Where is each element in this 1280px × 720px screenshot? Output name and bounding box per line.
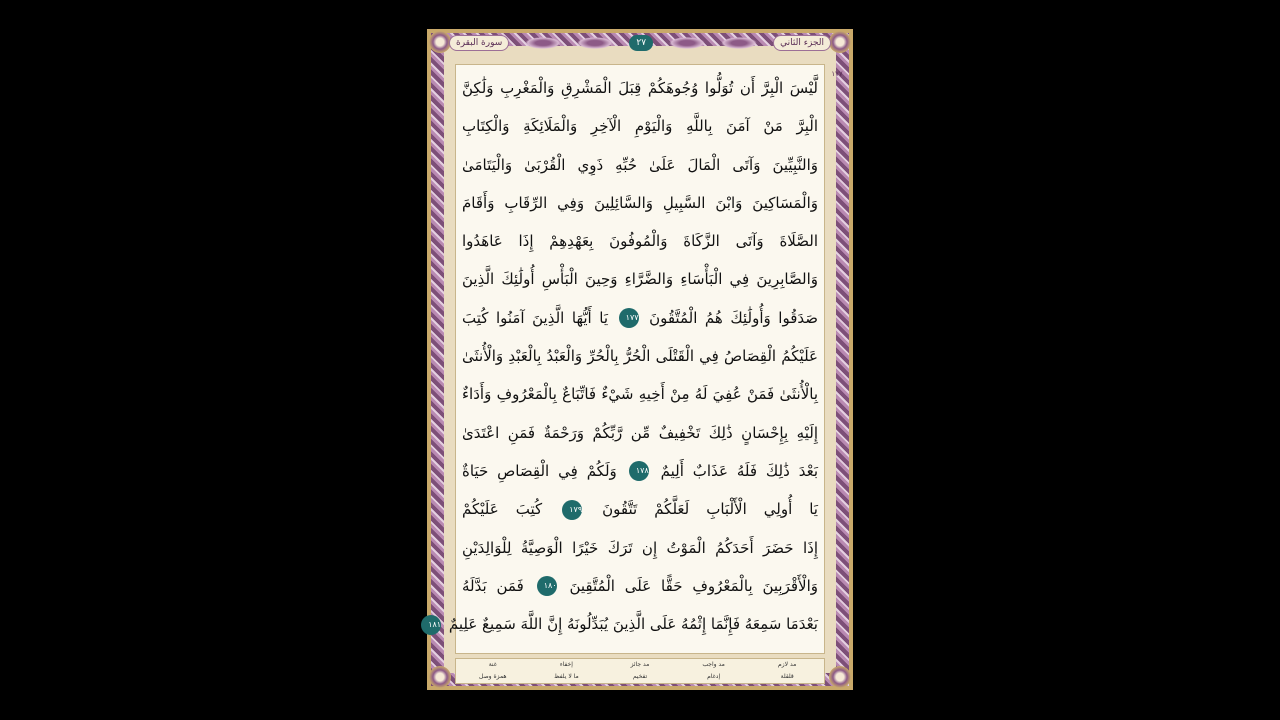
legend-item: غنة — [488, 661, 497, 668]
verse-text: الْبِرَّ مَنْ آمَنَ بِاللَّهِ وَالْيَوْمِ الْآخِرِ وَالْمَلَائِكَةِ وَالْكِتَابِ — [462, 117, 818, 136]
page-header — [449, 33, 831, 53]
verse-text: وَلَكُمْ فِي الْقِصَاصِ حَيَاةٌ — [462, 461, 626, 480]
text-line — [462, 107, 818, 145]
legend-item: همزة وصل — [479, 673, 507, 680]
verse-text: الصَّلَاةَ وَآتَى الزَّكَاةَ وَالْمُوفُونَ بِعَهْدِهِمْ إِذَا عَاهَدُوا — [462, 232, 818, 251]
text-line — [462, 529, 818, 567]
corner-ornament-icon — [429, 666, 451, 688]
text-line — [462, 260, 818, 298]
verse-text: بِالْأُنثَىٰ فَمَنْ عُفِيَ لَهُ مِنْ أَخِيهِ شَيْءٌ فَاتِّبَاعٌ بِالْمَعْرُوفِ وَأَدَاءٌ — [462, 385, 818, 404]
ayah-number-marker: ١٧٧ — [619, 308, 639, 328]
ornament-icon — [525, 37, 561, 49]
side-marker: ١٧٧ — [831, 70, 843, 78]
legend-item: إدغام — [707, 673, 721, 680]
ornament-icon — [721, 37, 757, 49]
legend-item: مد لازم — [778, 661, 797, 668]
verse-text: بَعْدَمَا سَمِعَهُ فَإِنَّمَا إِثْمُهُ عَلَى الَّذِينَ يُبَدِّلُونَهُ إِنَّ اللَّهَ سَمِيعٌ عَلِيمٌ — [444, 615, 818, 634]
verse-text: لَّيْسَ الْبِرَّ أَن تُوَلُّوا وُجُوهَكُمْ قِبَلَ الْمَشْرِقِ وَالْمَغْرِبِ وَلَٰكِنَّ — [462, 79, 818, 97]
corner-ornament-icon — [429, 31, 451, 53]
verse-text: وَالْمَسَاكِينَ وَابْنَ السَّبِيلِ وَالسَّائِلِينَ وَفِي الرِّقَابِ وَأَقَامَ — [462, 193, 818, 212]
legend-item: تفخيم — [632, 673, 648, 680]
text-line — [462, 490, 818, 528]
corner-ornament-icon — [829, 31, 851, 53]
text-line — [462, 375, 818, 413]
quran-text-area — [428, 64, 843, 654]
verse-text: عَلَيْكُمُ الْقِصَاصُ فِي الْقَتْلَى الْحُرُّ بِالْحُرِّ وَالْعَبْدُ بِالْعَبْدِ وَالْأُنثَىٰ — [462, 347, 818, 366]
tajweed-legend — [455, 658, 825, 684]
text-line — [462, 299, 818, 337]
text-line — [462, 337, 818, 375]
legend-item: قلقلة — [780, 673, 794, 680]
text-line — [462, 567, 818, 605]
text-line — [462, 184, 818, 222]
verse-text: يَا أَيُّهَا الَّذِينَ آمَنُوا كُتِبَ — [462, 308, 616, 327]
ayah-number-marker: ١٧٩ — [562, 500, 582, 520]
verse-text: كُتِبَ عَلَيْكُمْ — [462, 500, 560, 519]
verse-text: وَالْأَقْرَبِينَ بِالْمَعْرُوفِ حَقًّا عَلَى الْمُتَّقِينَ — [559, 576, 818, 595]
juz-label: الجزء الثاني — [773, 35, 831, 51]
verse-text: إِذَا حَضَرَ أَحَدَكُمُ الْمَوْتُ إِن تَرَكَ خَيْرًا الْوَصِيَّةُ لِلْوَالِدَيْنِ — [462, 538, 818, 557]
text-line — [462, 146, 818, 184]
ayah-number-marker: ١٧٨ — [629, 461, 649, 481]
legend-item: ما لا يلفظ — [554, 673, 579, 680]
legend-item: إخفاء — [559, 661, 573, 668]
ornament-icon — [669, 37, 705, 49]
text-line — [462, 414, 818, 452]
ornament-icon — [577, 37, 613, 49]
surah-label: سورة البقرة — [449, 35, 509, 51]
legend-item: مد واجب — [702, 661, 725, 668]
ayah-number-marker: ١٨٠ — [537, 576, 557, 596]
verse-text: يَا أُولِي الْأَلْبَابِ لَعَلَّكُمْ تَتَّقُونَ — [585, 500, 818, 519]
verse-text: بَعْدَ ذَٰلِكَ فَلَهُ عَذَابٌ أَلِيمٌ — [651, 461, 819, 480]
verse-text: فَمَن بَدَّلَهُ — [462, 576, 534, 595]
verse-text: إِلَيْهِ بِإِحْسَانٍ ذَٰلِكَ تَخْفِيفٌ مِّن رَّبِّكُمْ وَرَحْمَةٌ فَمَنِ اعْتَدَىٰ — [462, 423, 818, 442]
mushaf-page — [427, 29, 853, 690]
page-number: ٢٧ — [629, 35, 653, 51]
text-line — [462, 222, 818, 260]
legend-item: مد جائز — [630, 661, 650, 668]
text-line — [462, 69, 818, 107]
text-line — [462, 452, 818, 490]
corner-ornament-icon — [829, 666, 851, 688]
verse-text: وَالصَّابِرِينَ فِي الْبَأْسَاءِ وَالضَّرَّاءِ وَحِينَ الْبَأْسِ أُولَٰئِكَ الَّذِينَ — [462, 270, 818, 289]
ayah-number-marker: ١٨١ — [421, 615, 441, 635]
verse-text: وَالنَّبِيِّينَ وَآتَى الْمَالَ عَلَىٰ حُبِّهِ ذَوِي الْقُرْبَىٰ وَالْيَتَامَىٰ — [462, 155, 818, 174]
text-line — [428, 605, 818, 643]
verse-text: صَدَقُوا وَأُولَٰئِكَ هُمُ الْمُتَّقُونَ — [641, 308, 818, 327]
